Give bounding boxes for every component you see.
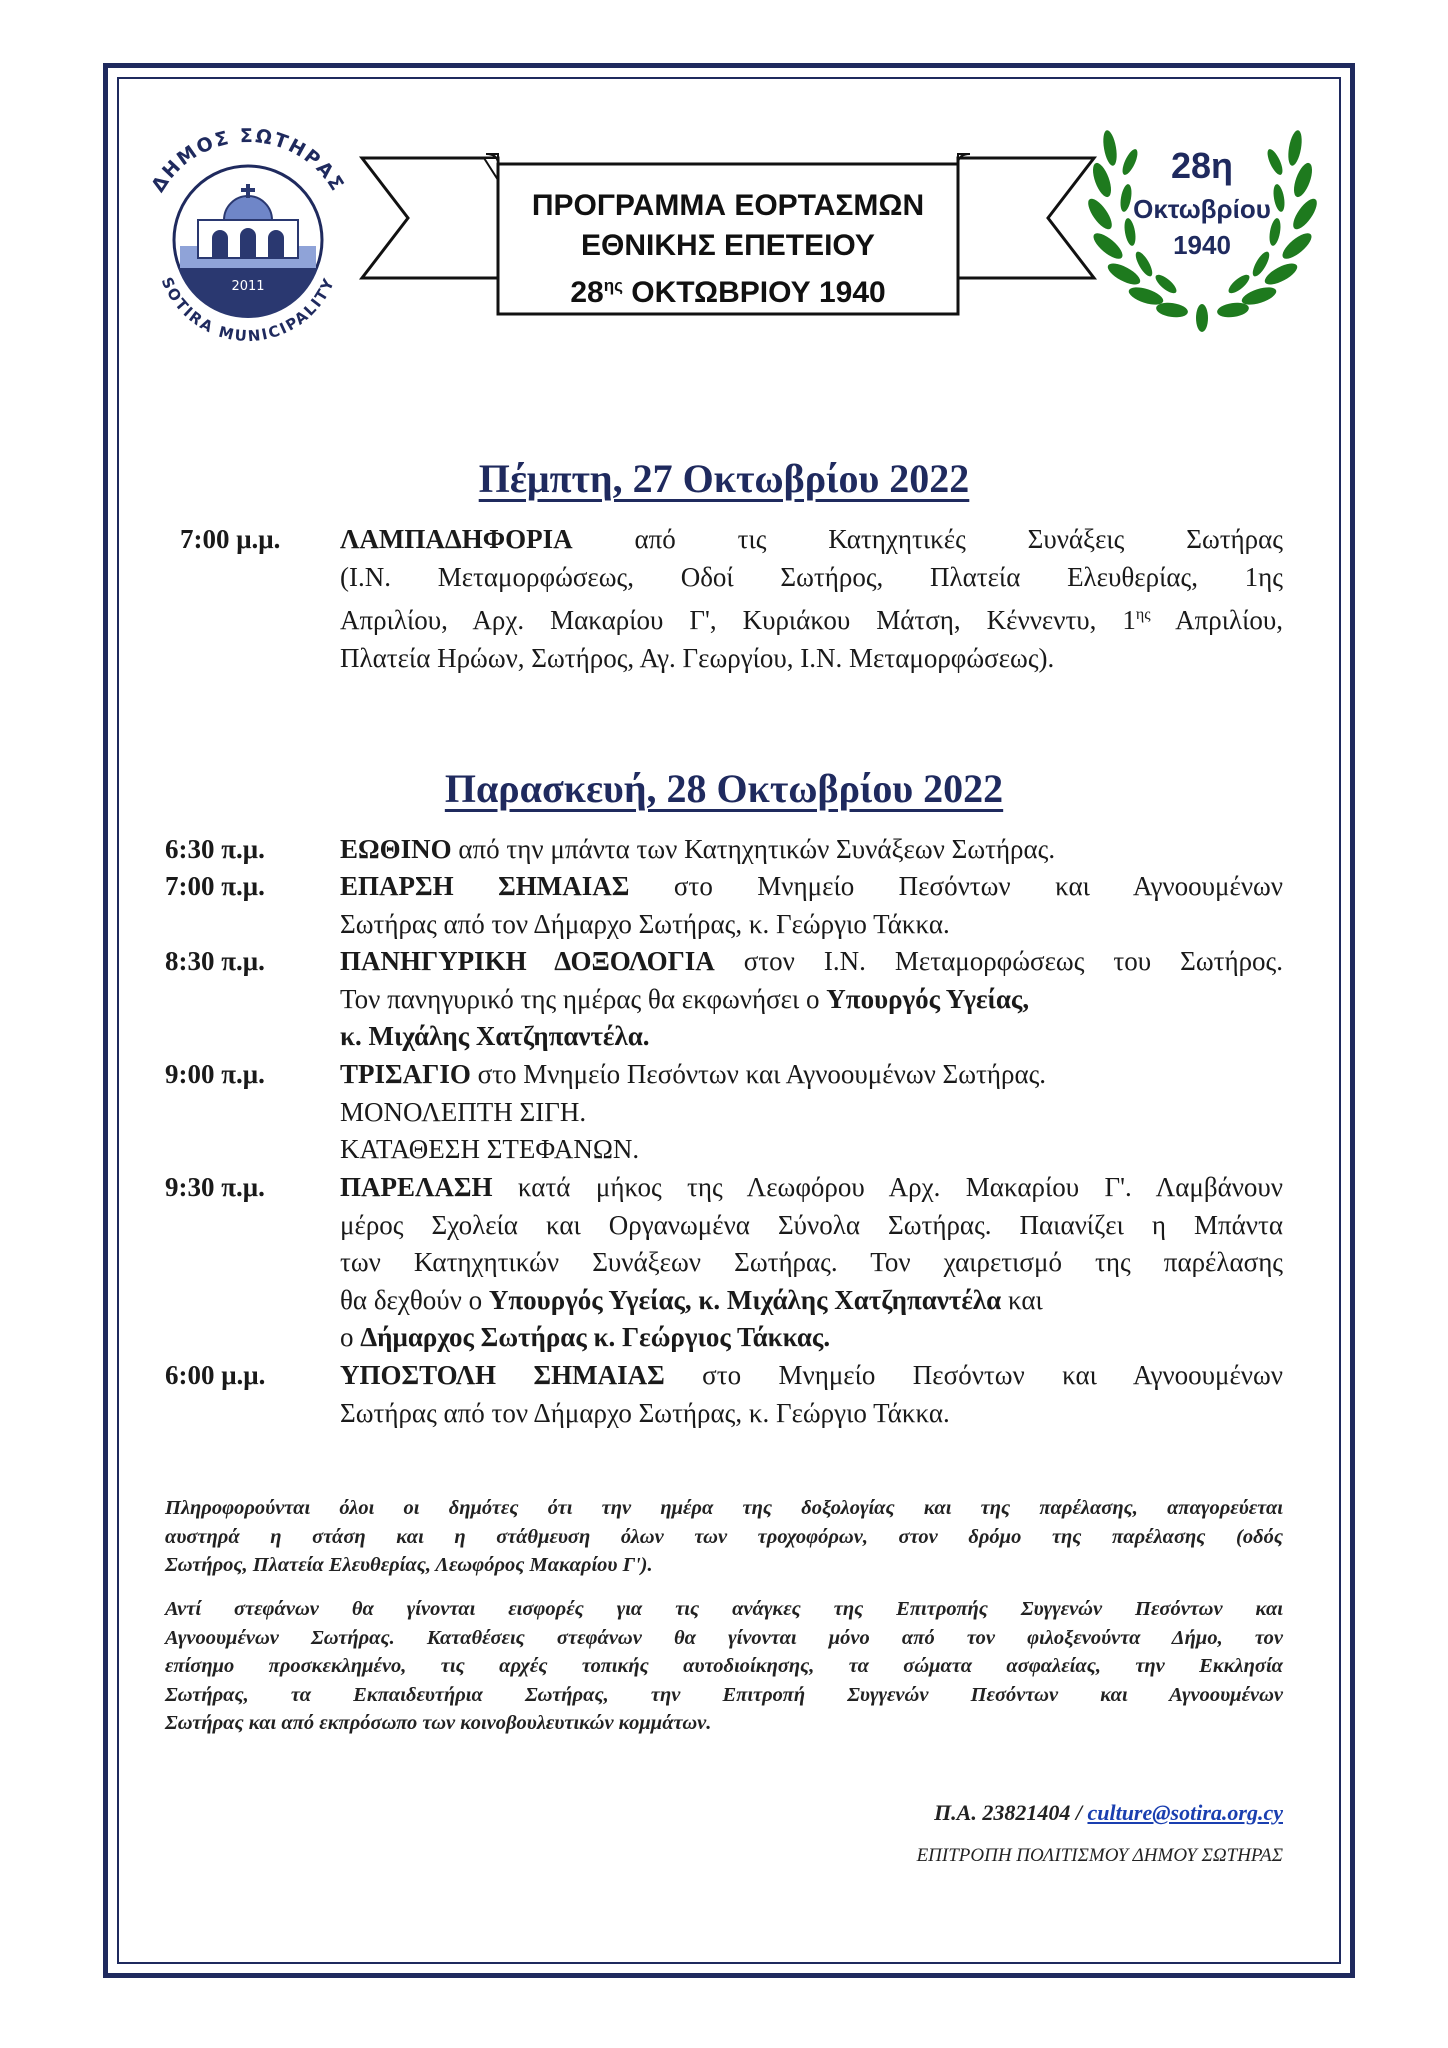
day-heading-thursday: Πέμπτη, 27 Οκτωβρίου 2022	[478, 456, 970, 501]
program-title-line3: $28^{\eta\varsigma}$ ΟΚΤΩΒΡΙΟΥ 1940	[570, 276, 886, 309]
day-heading-friday: Παρασκευή, 28 Οκτωβρίου 2022	[444, 766, 1004, 811]
logo-top-text: ΔΗΜΟΣ ΣΩΤΗΡΑΣ	[147, 124, 349, 197]
item-description: ΕΩΘΙΝΟ από την μπάντα των Κατηχητικών Συνάξεων Σωτήρας.	[340, 834, 1056, 864]
item-time: 7:00 μ.μ.	[180, 524, 281, 554]
item-description: ΠΑΡΕΛΑΣΗ κατά μήκος της Λεωφόρου Αρχ. Μακαρίου Γ'. Λαμβάνουν μέρος Σχολεία και Οργανωμένα Σύνολα Σωτήρας. Παιανίζει η Μπάντα των Κατηχητικών Συνάξεων Σωτήρας. Τον χαιρετισμό της παρέλασης θα δεχθούν ο Υπουργός Υγείας, κ. Μιχάλης Χατζηπαντέλα και ο Δήμαρχος Σωτήρας κ. Γεώργιος Τάκκας.	[340, 1172, 1283, 1352]
item-time: 9:00 π.μ.	[165, 1059, 265, 1089]
item-time: 9:30 π.μ.	[165, 1172, 265, 1202]
item-description: ΠΑΝΗΓΥΡΙΚΗ ΔΟΞΟΛΟΓΙΑ στον Ι.Ν. Μεταμορφώσεως του Σωτήρος. Τον πανηγυρικό της ημέρας θα εκφωνήσει ο Υπουργός Υγείας, κ. Μιχάλης Χατζηπαντέλα.	[340, 946, 1283, 1051]
logo-year: 2011	[231, 279, 265, 294]
item-description: ΤΡΙΣΑΓΙΟ στο Μνημείο Πεσόντων και Αγνοουμένων Σωτήρας. ΜΟΝΟΛΕΠΤΗ ΣΙΓΗ. ΚΑΤΑΘΕΣΗ ΣΤΕΦΑΝΩΝ.	[340, 1059, 1047, 1164]
item-description: ΕΠΑΡΣΗ ΣΗΜΑΙΑΣ στο Μνημείο Πεσόντων και Αγνοουμένων Σωτήρας από τον Δήμαρχο Σωτήρας, κ. Γεώργιο Τάκκα.	[340, 871, 1284, 939]
contact-phone: Π.Α. 23821404 /	[934, 1800, 1088, 1825]
item-description: ΥΠΟΣΤΟΛΗ ΣΗΜΑΙΑΣ στο Μνημείο Πεσόντων και Αγνοουμένων Σωτήρας από τον Δήμαρχο Σωτήρας, κ. Γεώργιο Τάκκα.	[340, 1360, 1283, 1428]
contact-email-link[interactable]: culture@sotira.org.cy	[1087, 1800, 1283, 1825]
contact-line	[934, 1800, 1283, 1826]
wreath-line3: 1940	[1173, 230, 1231, 260]
program-title-line2: ΕΘΝΙΚΗΣ ΕΠΕΤΕΙΟΥ	[581, 229, 875, 262]
sotira-municipality-logo	[128, 118, 368, 358]
logo-bottom-text: SOTIRA MUNICIPALITY	[157, 274, 339, 346]
committee-signature: ΕΠΙΤΡΟΠΗ ΠΟΛΙΤΙΣΜΟΥ ΔΗΜΟΥ ΣΩΤΗΡΑΣ	[916, 1845, 1283, 1866]
item-time: 7:00 π.μ.	[165, 871, 265, 901]
wreath-notice: Αντί στεφάνων θα γίνονται εισφορές για τις ανάγκες της Επιτροπής Συγγενών Πεσόντων και Αγνοουμένων Σωτήρας. Καταθέσεις στεφάνων θα γίνονται μόνο από τον φιλοξενούντα Δήμο, τον επίσημο προσκεκλημένο, τις αρχές τοπικής αυτοδιοίκησης, τα σώματα ασφαλείας, την Εκκλησία Σωτήρας, τα Εκπαιδευτήρια Σωτήρας, την Επιτροπή Συγγενών Πεσόντων και Αγνοουμένων Σωτήρας και από εκπρόσωπο των κοινοβουλευτικών κομμάτων.	[165, 1598, 1283, 1734]
item-time: 8:30 π.μ.	[165, 946, 265, 976]
program-title	[498, 186, 958, 313]
wreath-line1: 28η	[1170, 145, 1234, 186]
traffic-notice: Πληροφορούνται όλοι οι δημότες ότι την ημέρα της δοξολογίας και της παρέλασης, απαγορεύεται αυστηρά η στάση και η στάθμευση όλων των τροχοφόρων, στον δρόμο της παρέλασης (οδός Σωτήρος, Πλατεία Ελευθερίας, Λεωφόρος Μακαρίου Γ').	[165, 1497, 1283, 1576]
wreath-line2: Οκτωβρίου	[1133, 194, 1271, 224]
item-description: ΛΑΜΠΑΔΗΦΟΡΙΑ από τις Κατηχητικές Συνάξεις Σωτήρας (Ι.Ν. Μεταμορφώσεως, Οδοί Σωτήρος, Πλατεία Ελευθερίας, 1ης Απριλίου, Αρχ. Μακαρίου Γ', Κυριάκου Μάτση, Κέννεντυ, $1^{\eta\varsigma}$ Απριλίου, Πλατεία Ηρώων, Σωτήρος, Αγ. Γεωργίου, Ι.Ν. Μεταμορφώσεως).	[340, 524, 1283, 673]
laurel-wreath-emblem	[1080, 118, 1325, 338]
item-time: 6:30 π.μ.	[165, 834, 265, 864]
item-time: 6:00 μ.μ.	[165, 1360, 266, 1390]
program-title-line1: ΠΡΟΓΡΑΜΜΑ ΕΟΡΤΑΣΜΩΝ	[531, 189, 925, 222]
